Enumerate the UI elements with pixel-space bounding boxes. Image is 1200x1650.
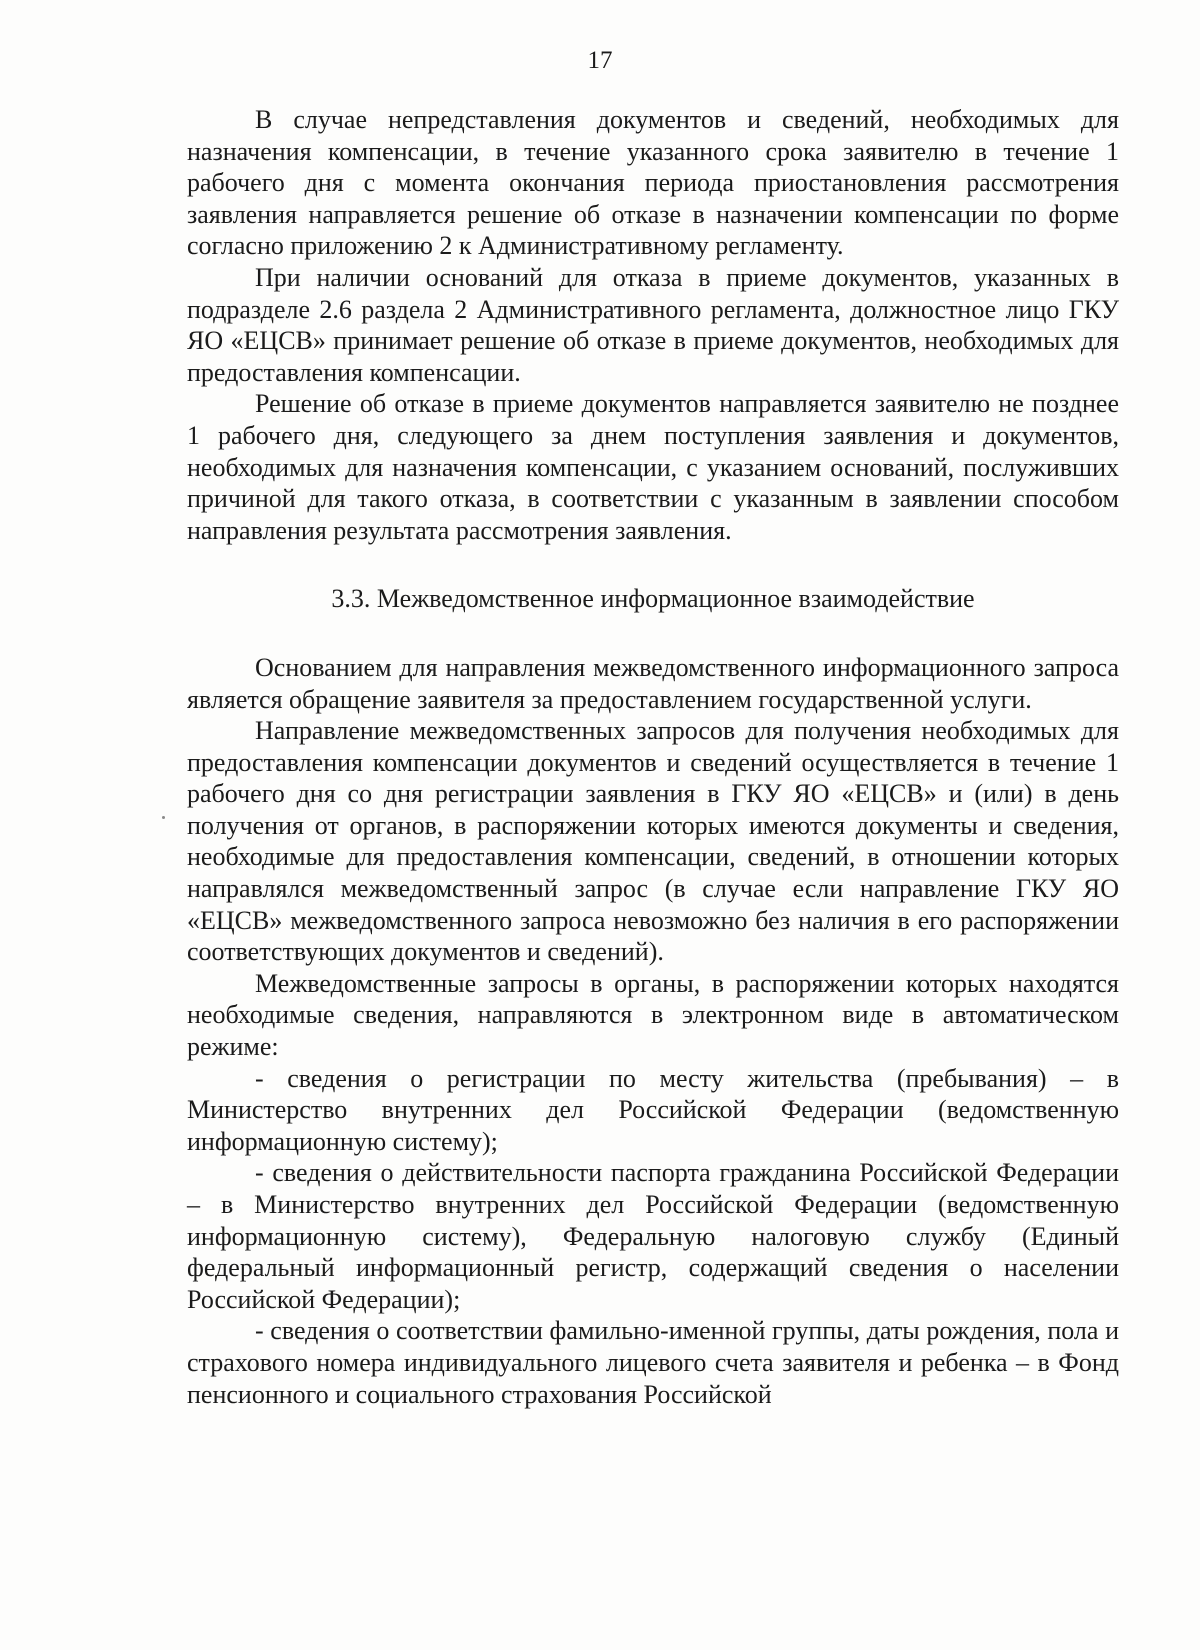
list-item-registration: - сведения о регистрации по месту жительства (пребывания) – в Министерство внутренних дел Российской Федерации (ведомственную информационную систему); bbox=[187, 1063, 1119, 1156]
paragraph-refusal-to-assign: В случае непредставления документов и сведений, необходимых для назначения компенсации, в течение указанного срока заявителю в течение 1 рабочего дня с момента окончания периода приостановления рассмотрения заявления направляется решение об отказе в назначении компенсации по форме согласно приложению 2 к Административному регламенту. bbox=[187, 105, 1119, 261]
paragraph-grounds-for-refusal: При наличии оснований для отказа в приеме документов, указанных в подразделе 2.6 раздела 2 Административного регламента, должностное лицо ГКУ ЯО «ЕЦСВ» принимает решение об отказе в приеме документов, необходимых для предоставления компенсации. bbox=[187, 262, 1119, 387]
list-item-passport: - сведения о действительности паспорта гражданина Российской Федерации – в Министерство внутренних дел Российской Федерации (ведомственную информационную систему), Федеральную налоговую службу (Единый федеральный информационный регистр, содержащий сведения о населении Российской Федерации); bbox=[187, 1158, 1119, 1314]
scan-speck bbox=[162, 816, 165, 819]
section-heading: 3.3. Межведомственное информационное взаимодействие bbox=[331, 584, 975, 614]
paragraph-refusal-notice: Решение об отказе в приеме документов направляется заявителю не позднее 1 рабочего дня, следующего за днем поступления заявления и документов, необходимых для назначения компенсации, с указанием оснований, послуживших причиной для такого отказа, в соответствии с указанным в заявлении способом направления результата рассмотрения заявления. bbox=[187, 389, 1119, 545]
list-item-snils: - сведения о соответствии фамильно-именной группы, даты рождения, пола и страхового номера индивидуального лицевого счета заявителя и ребенка – в Фонд пенсионного и социального страхования Российской bbox=[187, 1316, 1119, 1409]
paragraph-request-timing: Направление межведомственных запросов для получения необходимых для предоставления компенсации документов и сведений осуществляется в течение 1 рабочего дня со дня регистрации заявления в ГКУ ЯО «ЕЦСВ» и (или) в день получения от органов, в распоряжении которых имеются документы и сведения, необходимые для предоставления компенсации, сведений, в отношении которых направлялся межведомственный запрос (в случае если направление ГКУ ЯО «ЕЦСВ» межведомственного запроса невозможно без наличия в его распоряжении соответствующих документов и сведений). bbox=[187, 716, 1119, 967]
page-number: 17 bbox=[587, 47, 613, 74]
paragraph-automatic-requests: Межведомственные запросы в органы, в распоряжении которых находятся необходимые сведения, направляются в электронном виде в автоматическом режиме: bbox=[187, 968, 1119, 1062]
document-body bbox=[187, 104, 1119, 1410]
paragraph-basis-for-request: Основанием для направления межведомственного информационного запроса является обращение заявителя за предоставлением государственной услуги. bbox=[187, 652, 1119, 714]
